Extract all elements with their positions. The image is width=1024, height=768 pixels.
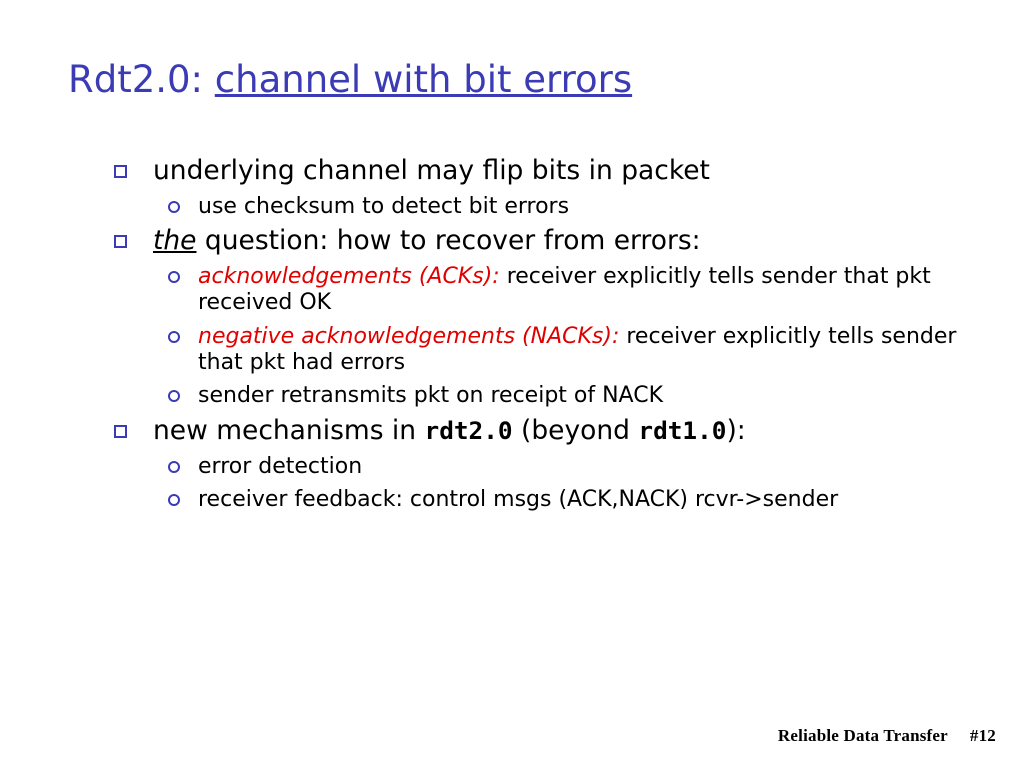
slide-body [108,150,1008,515]
list-item-label: receiver explicitly tells sender that pkt received OK [198,263,931,316]
list-item [108,416,1008,447]
list-item-label: new mechanisms in [153,414,425,446]
circle-bullet-icon [168,271,180,283]
bullet-list [108,156,1008,513]
list-item [156,487,1008,513]
page-title-emphasis: channel with bit errors [214,58,633,101]
circle-bullet-icon [168,201,180,213]
code-token: rdt1.0 [638,415,727,445]
square-bullet-icon [114,235,127,248]
list-item-label: question: how to recover from errors: [196,225,701,257]
circle-bullet-icon [168,461,180,473]
list-item [156,194,1008,220]
list-item [156,264,1008,317]
slide-footer [778,726,996,746]
page-number: #12 [969,726,996,745]
list-item [156,324,1008,377]
list-item [108,226,1008,257]
code-token: rdt2.0 [424,415,513,445]
square-bullet-icon [114,165,127,178]
list-item-highlight: negative acknowledgements (NACKs): [198,323,620,349]
circle-bullet-icon [168,331,180,343]
list-item [156,383,1008,409]
list-item-lead: the [153,225,197,257]
list-item [108,156,1008,187]
footer-text: Reliable Data Transfer [777,726,948,745]
list-item-label-3: ): [726,414,746,446]
list-item-label: underlying channel may flip bits in packet [153,155,710,186]
list-item-label: receiver feedback: control msgs (ACK,NACK) rcvr->sender [198,486,839,512]
square-bullet-icon [114,425,127,438]
list-item-label: sender retransmits pkt on receipt of NACK [198,383,664,409]
list-item-label: receiver explicitly tells sender that pkt had errors [198,323,957,376]
list-item-label: use checksum to detect bit errors [198,193,570,219]
list-item [156,454,1008,480]
page-title-prefix: Rdt2.0: [68,58,215,101]
list-item-highlight: acknowledgements (ACKs): [198,263,500,289]
circle-bullet-icon [168,494,180,506]
list-item-label-2: (beyond [512,414,639,446]
page-title [68,58,632,101]
list-item-label: error detection [198,453,363,479]
circle-bullet-icon [168,390,180,402]
